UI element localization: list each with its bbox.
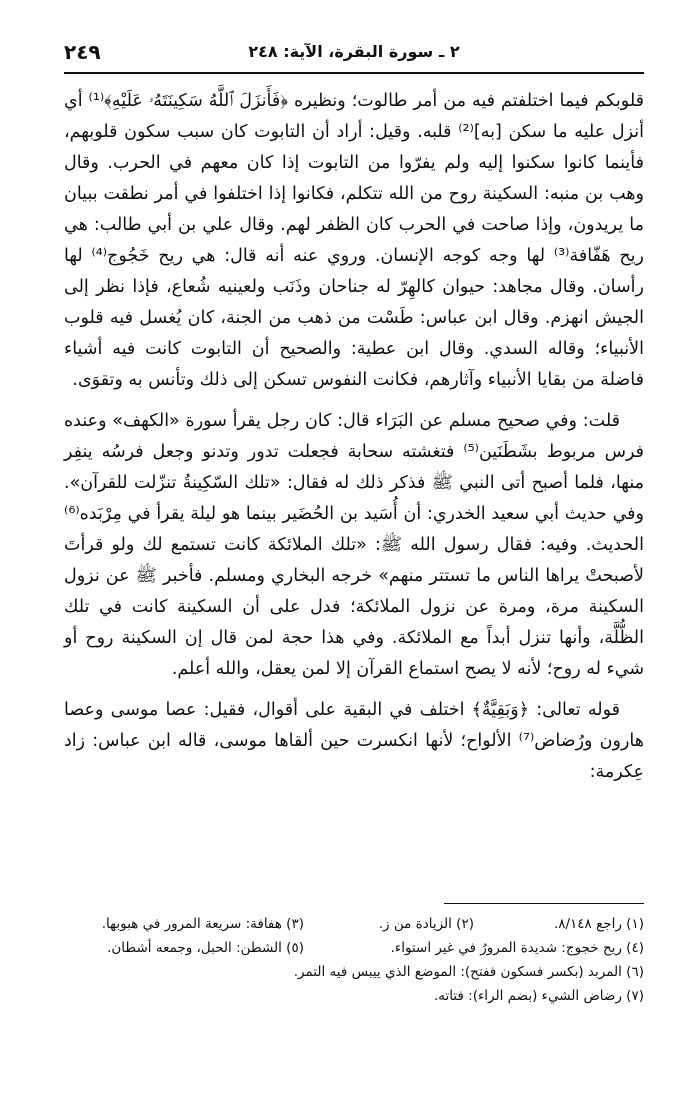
footnote-row xyxy=(64,912,644,936)
paragraph: قلت: وفي صحيح مسلم عن البَرَاء قال: كان رجل يقرأ سورة «الكهف» وعنده فرس مربوط بشَطَنَين⁽⁵⁾ فتغشته سحابة فجعلت تدور وتدنو وجعل فرسُه ينفِر منها، فلما أصبح أتى النبي ﷺ فذكر ذلك له فقال: «تلك السّكِينةُ تنزّلت للقرآن». وفي حديث أبي سعيد الخدري: أن أُسَيد بن الحُضَير بينما هو ليلة يقرأ في مِرْبَده⁽⁶⁾ الحديث. وفيه: فقال رسول الله ﷺ: «تلك الملائكة كانت تستمع لك ولو قرأتَ لأصبحتْ يراها الناس ما تستتر منهم» خرجه البخاري ومسلم. فأخبر ﷺ عن نزول السكينة مرة، ومرة عن نزول الملائكة؛ فدل على أن السكينة كانت في تلك الظُّلَّة، وأنها تنزل أبداً مع الملائكة. وفي هذا حجة لمن قال إن السكينة روح أو شيء له روح؛ لأنه لا يصح استماع القرآن إلا لمن يعقل، والله أعلم. xyxy=(64,411,645,679)
page-number: ٢٤٩ xyxy=(64,40,101,64)
footnote-row xyxy=(64,984,644,1008)
footnote-row xyxy=(64,936,644,960)
footnote-7: (٧) رضاض الشيء (بضم الراء): فتاته. xyxy=(433,988,644,1004)
footnote-row xyxy=(64,960,644,984)
header-rule xyxy=(64,72,644,74)
paragraph: قلوبكم فيما اختلفتم فيه من أمر طالوت؛ ونظيره ﴿فَأَنزَلَ ٱللَّهُ سَكِينَتَهُۥ عَلَيْهِ﴾⁽¹⁾ أي أنزل عليه ما سكن [به]⁽²⁾ قلبه. وقيل: أراد أن التابوت كان سبب سكون قلوبهم، فأينما كانوا سكنوا إليه ولم يفرّوا من التابوت إذا كان معهم في الحرب. وقال وهب بن منبه: السكينة روح من الله تتكلم، فكانوا إذا اختلفوا في أمر نطقت ببيان ما يريدون، وإذا صاحت في الحرب كان الظفر لهم. وقال علي بن أبي طالب: هي ريح هَفّافة⁽³⁾ لها وجه كوجه الإنسان. وروي عنه أنه قال: هي ريح خَجُوج⁽⁴⁾ لها رأسان. وقال مجاهد: حيوان كالهِرّ له جناحان وذَنَب ولعينيه شُعاع، فإذا نظر إلى الجيش انهزم. وقال ابن عباس: طَسْت من ذهب من الجنة، كان يُغسل فيه قلوب الأنبياء؛ وقاله السدي. وقال ابن عطية: والصحيح أن التابوت كانت فيه أشياء فاضلة من بقايا الأنبياء وآثارهم، فكانت النفوس تسكن إلى ذلك وتأنس به وتقوَى. xyxy=(64,91,645,390)
footnote-4: (٤) ريح خجوج: شديدة المرورُ في غير استواء. xyxy=(390,940,644,956)
footnote-5: (٥) الشطن: الحبل، وجمعه أشطان. xyxy=(107,940,304,956)
footnote-separator xyxy=(444,903,644,904)
footnotes xyxy=(64,912,644,1008)
paragraph: قوله تعالى: ﴿وَبَقِيَّةٌ﴾ اختلف في البقية على أقوال، فقيل: عصا موسى وعصا هارون ورُضاض⁽⁷⁾ الألواح؛ لأنها انكسرت حين ألقاها موسى، قاله ابن عباس: زاد عِكرمة: xyxy=(64,700,644,782)
page-header xyxy=(64,38,644,74)
running-title: ٢ ـ سورة البقرة، الآية: ٢٤٨ xyxy=(248,42,460,61)
footnote-3: (٣) هفافة: سريعة المرور في هبوبها. xyxy=(101,916,304,932)
footnote-2: (٢) الزيادة من ز. xyxy=(378,916,474,932)
footnote-6: (٦) المربد (بكسر فسكون ففتح): الموضع الذي ييبس فيه التمر. xyxy=(293,964,644,980)
footnote-1: (١) راجع ٨/١٤٨. xyxy=(553,916,644,932)
main-text xyxy=(64,86,644,798)
